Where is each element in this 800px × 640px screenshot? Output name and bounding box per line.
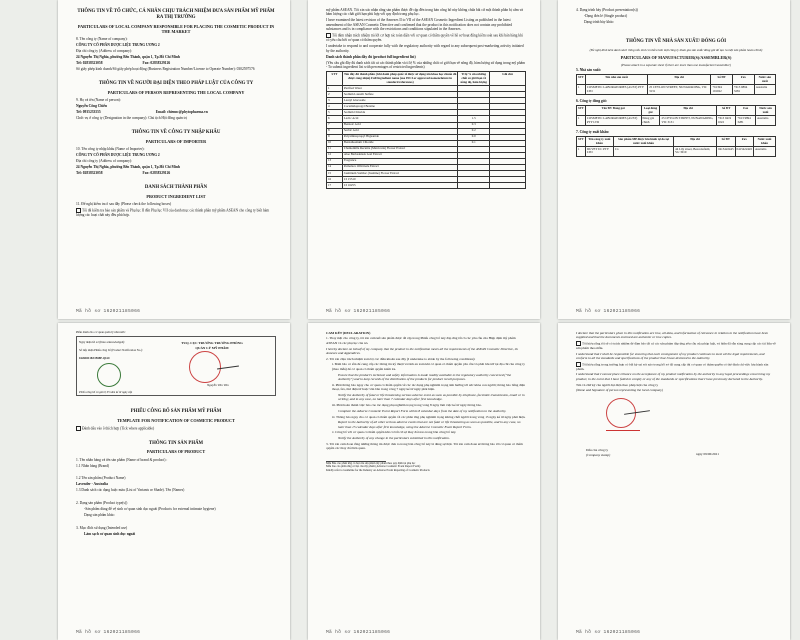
responsibility-statement-vi: Tôi hiểu rằng tôi sẽ có trách nhiệm để đảm bảo tất cả các sản phẩm đáp ứng yêu cầu của pháp luật, và hiện đã sẵn sàng cung cấp các tài liệu về sản phẩm theo mẫu. xyxy=(576,340,776,350)
responsible-company-title: THÔNG TIN VỀ TỔ CHỨC, CÁ NHÂN CHỊU TRÁCH NHIỆM ĐƯA SẢN PHẨM MỸ PHẨM RA THỊ TRƯỜNG xyxy=(77,9,275,20)
reliance-statement-vi: Tôi hiểu rằng trong trường hợp có bất kỳ sai sót nào trong hồ sơ đã cung cấp thì cơ quan có thẩm quyền có thể đình chỉ việc lưu hành sản phẩm. xyxy=(576,361,769,371)
cell: 1 xyxy=(577,116,586,126)
cell: 0415422445 xyxy=(717,146,735,156)
packer-label: 6. Công ty đóng gói: xyxy=(576,99,607,104)
signature-date: ngày 09/06/2021 xyxy=(696,452,719,457)
company-fax: Fax: 02838329126 xyxy=(142,60,171,65)
manufacturer-title-en: PARTICULARS OF MANUFACTURER(S)/ASSEMBLER(S) xyxy=(620,54,732,60)
ingredient-number: 2 xyxy=(327,92,343,98)
th-tel: Số ĐT xyxy=(716,106,736,116)
ingredient-number: 3 xyxy=(327,98,343,104)
th-tel: Số ĐT xyxy=(717,137,735,147)
condition-i-en: Ensure that the product's technical and safety information is made readily available to the regulatory authority concerned ("the Authority") and to keep records of the distribution of the products for product recall purposes. xyxy=(338,372,512,381)
col-ingredient-name: Tên đầy đủ thành phần (Ghi danh pháp quốc tế được sử dụng tên khoa học chuẩn đã được công nhận) Full Ingredient name (use INCI or approved nomenclature in standard references) xyxy=(343,72,457,84)
representative-title-en: PARTICULARS OF PERSON REPRESENTING THE LOCAL COMPANY xyxy=(107,89,245,95)
cell: COSMETIC LABORATORIES (AUST) PTY LTD xyxy=(585,116,641,126)
ingredient-name: Sodium Laureth Sulfate xyxy=(342,92,457,98)
document-page-3 xyxy=(558,0,790,319)
ingredient-percent: 0.2 xyxy=(458,128,490,134)
ingredient-number: 9 xyxy=(327,134,343,140)
representative-title: THÔNG TIN VỀ NGƯỜI ĐẠI DIỆN THEO PHÁP LUẬT CỦA CÔNG TY xyxy=(98,81,254,87)
document-page-6 xyxy=(558,323,790,640)
product-name-label: 1.2 Tên sản phẩm (Product Name) xyxy=(76,476,126,481)
intended-use-label: 3. Mục đích sử dụng (Intended use) xyxy=(76,525,128,530)
ingredient-name: Pomelaca Officinale Extract xyxy=(342,164,457,170)
presentation-label: 4. Dạng trình bày (Product presentation(s)) xyxy=(576,7,638,12)
cell: COSMETIC LABORATORIES (AUST) PTY LTD xyxy=(585,85,647,95)
product-type-label: 2. Dạng sản phẩm (Product type(s)) xyxy=(76,501,128,506)
other-product-type: Dạng sản phẩm khác: xyxy=(84,513,116,518)
exporter-label: 7. Công ty xuất khẩu: xyxy=(576,129,610,134)
footer-code: Mã hồ sơ 162021185066 xyxy=(326,309,391,315)
ingredient-percent: 0.1 xyxy=(458,140,490,146)
ingredient-number: 11 xyxy=(327,146,343,152)
th-stt: STT xyxy=(577,106,586,116)
th-pack-type: Loại đóng gói xyxy=(641,106,660,116)
declaration-title: CAM KẾT (DECLARATION) xyxy=(326,330,371,335)
manufacturer-label: 5. Nhà sản xuất: xyxy=(576,68,601,73)
cell: Australia xyxy=(754,146,776,156)
ingredient-name: Purified Water xyxy=(342,86,457,92)
cell: 44 Lily street, Beaconsfield, Vic 3019 xyxy=(674,146,717,156)
notification-number-label: Số tiếp nhận Phiếu công bố (Product Notification No.): xyxy=(79,348,143,353)
company-tel: Tel: 02838323058 xyxy=(76,60,103,65)
ingredient-number: 13 xyxy=(327,158,343,164)
company-name-label: 8. Tên công ty (Name of company): xyxy=(76,36,128,41)
condition-ii: ii. Phải thông báo ngay cho cơ quan có thẩm quyền về các tác dụng phụ nghiêm trọng ảnh hưởng tới sức khỏe con người; thông báo bằng điện thoại, fax, thư điện tử hoặc văn bản trong vòng 7 ngày kể từ ngày phát hiện. xyxy=(332,382,526,391)
exporter-table xyxy=(576,136,776,157)
ingredient-number: 12 xyxy=(327,152,343,158)
authority-stamp-box xyxy=(76,336,276,396)
ingredient-name: Lauryl Glucoside xyxy=(342,98,457,104)
company-address: 24 Nguyễn Thị Nghĩa, phường Bến Thành, quận 1, Tp.Hồ Chí Minh xyxy=(76,54,180,59)
importer-name-label: 10. Tên công ty nhập khẩu (Name of Importer): xyxy=(76,146,145,151)
ingredient-number: 14 xyxy=(327,164,343,170)
cell: DUVET UC PTY LTD xyxy=(585,146,613,156)
condition-ii-en: Notify the Authority of fatal or life threatening serious adverse event as soon as possible by telephone, facsimile transmission, email or in writing; and in any case, no later than 7 calendar days after first knowledge. xyxy=(338,392,525,401)
ingredient-number: 5 xyxy=(327,110,343,116)
th-exporter: Tên công ty xuất khẩu xyxy=(585,137,613,147)
cell: 1 xyxy=(577,146,586,156)
footer-code: Mã hồ sơ 162021185066 xyxy=(576,309,641,315)
cell: 1 xyxy=(577,85,586,95)
cell: +61394 191022 xyxy=(711,85,732,95)
th-free-sale: Sản phẩm MP được lưu hành tự do tại nước xuất khẩu xyxy=(613,137,673,147)
manufacturer-title: THÔNG TIN VỀ NHÀ SẢN XUẤT/ ĐÓNG GÓI xyxy=(625,38,727,44)
presentation-value: -Dạng đơn lẻ (Single product) xyxy=(584,13,628,18)
notification-title-en: TEMPLATE FOR NOTIFICATION OF COSMETIC PRODUCT xyxy=(117,418,235,424)
packer-table xyxy=(576,105,776,126)
product-particulars-title-en: PARTICULARS OF PRODUCT xyxy=(146,449,206,455)
ingredient-table-title: Danh sách thành phần đầy đủ (product full ingredient list) xyxy=(326,54,416,59)
cell: +613 9894 3281 xyxy=(732,85,754,95)
ingredient-list-title-en: PRODUCT INGREDIENT LIST xyxy=(146,194,206,200)
ingredient-table xyxy=(326,71,526,189)
signature-label: Tên và chữ ký của người đại diện theo pháp luật của công ty xyxy=(576,382,659,387)
th-country: Nước sản xuất xyxy=(754,75,775,85)
ingredient-name: Fragrance xyxy=(342,158,457,164)
product-type-value: -Sản phẩm dùng để vệ sinh cơ quan sinh dục ngoài (Products for external intimate hygiene) xyxy=(84,507,216,512)
company-address-label: Địa chỉ công ty (Address of company): xyxy=(76,48,133,53)
footer-code: Mã hồ sơ 162021185066 xyxy=(576,630,641,636)
cell: 25 CEYLON STREET, NUNAWADING, VIC 3131 xyxy=(648,85,711,95)
cell: 0415422445 xyxy=(735,146,753,156)
ingredient-percent: 0.3 xyxy=(458,122,490,128)
document-page-2 xyxy=(308,0,540,319)
cell: Có xyxy=(613,146,673,156)
ingredient-name: Jasminum Sambac (Jasmine) Flower Extract xyxy=(342,170,457,176)
responsible-company-title-en: PARTICULARS OF LOCAL COMPANY RESPONSIBLE FOR PLACING THE COSMETIC PRODUCT IN THE MARKET xyxy=(77,23,275,34)
annex-statement-en: I have examined the latest revision of the Annexes II to VII of the ASEAN Cosmetic Ingredient Listing as published in the latest amendment of the ASEAN Cosmetic Directive and confirmed that the product in this notification does not contain any prohibited substances and is in compliance with the restrictions and conditions stipulated in the Annexes. xyxy=(326,18,513,32)
footer-code: Mã hồ sơ 162021185066 xyxy=(76,630,141,636)
document-page-5 xyxy=(308,323,540,640)
reliance-statement-en: I understand that I cannot place reliance on the acceptance of my product notification by the authority in any legal proceedings concerning my product, in the event that I have failed to comply or any of the standards or specifications that I have previously declared to the Authority. xyxy=(576,372,771,381)
brand-product-label: 1. Tên nhãn hàng và tên sản phẩm (Name of brand & product) : xyxy=(76,457,168,462)
validity-note: Phiếu công bố có giá trị 05 năm kể từ ngày cấp xyxy=(79,390,133,394)
manufacturer-note-en: (Please attach in a separate sheet if there are more than one manufacturer/assembler) xyxy=(621,62,731,67)
document-page-4 xyxy=(58,323,290,640)
ingredient-percent: 0.0 xyxy=(458,134,490,140)
cell: +613 9894 3281 xyxy=(736,116,756,126)
ingredient-number: 4 xyxy=(327,104,343,110)
received-stamp-icon xyxy=(97,363,121,387)
checkbox-icon xyxy=(76,426,81,431)
ingredient-name: Benzoic Acid xyxy=(342,122,457,128)
declaration-1-en: I hereby declare on behalf of my company that the product in the notification meets all the requirements of the ASEAN Cosmetic Directive, its Annexes and Appendices. xyxy=(326,346,518,355)
condition-i: i. Đảm bảo có sẵn để cung cấp các thông tin kỹ thuật và tính an toàn khi cơ quan có thẩm quyền yêu cầu và phải lưu trữ tại địa chỉ của công ty (theo mẫu) để cơ quan có thẩm quyền kiểm tra. xyxy=(332,362,525,371)
condition-iii-en: Complete the Adverse Cosmetic Event Report Form within 8 calendar days from the date of my notification to the Authority. xyxy=(338,408,507,413)
ingredient-number: 16 xyxy=(327,176,343,182)
table-row xyxy=(327,183,526,189)
condition-iv: iv. Thông báo ngay cho cơ quan có thẩm quyền về các phản ứng phụ nghiêm trọng không chết người trong vòng 15 ngày kể từ ngày phát hiện. xyxy=(332,414,526,419)
person-name-label: 9. Họ và tên (Name of person): xyxy=(76,97,121,102)
ingredient-name: Aloe Barbadensis Leaf Extract xyxy=(342,152,457,158)
importer-title-en: PARTICULARS OF IMPORTER xyxy=(145,138,207,144)
official-seal-icon xyxy=(189,351,221,383)
cell: 25 CEYLON STREET, NUNAWADING, VIC 3131 xyxy=(660,116,716,126)
authority-caption: Phần dành cho cơ quan quản lý nhà nước xyxy=(76,329,126,334)
th-tel: Số ĐT xyxy=(711,75,732,85)
ingredient-table-note: (Yêu cầu ghi đầy đủ danh sách tất cả các thành phần và tỉ lệ % của những chất có giới hạn về nồng độ, hàm lượng sử dụng trong mỹ phẩm - To submit ingredient list with percentages of restricted ingredients) xyxy=(326,60,526,70)
th-manufacturer: Tên nhà sản xuất xyxy=(585,75,647,85)
variants-label: 1.3 Danh sách các dạng hoặc màu (List of Variants or Shade). Tên (Names) xyxy=(76,488,185,493)
authority-org: TUQ. CỤC TRƯỞNG TRƯỞNG PHÒNG QUẢN LÝ MỸ PHẨM xyxy=(181,341,243,350)
person-position: Chức vụ ở công ty (Designation in the company): Chủ tịch Hội đồng quản trị xyxy=(76,116,187,121)
ingredient-name: Chamomilla Recutita (Matricaria) Flower Extract xyxy=(342,146,457,152)
ingredient-name: CI 16255 xyxy=(342,183,457,189)
cell: Australia xyxy=(754,85,775,95)
received-date-label: Ngày nhận hồ sơ (Date acknowledged): xyxy=(79,340,125,345)
ingredient-number: 7 xyxy=(327,122,343,128)
footnote-1: Mẫu Báo cáo phản ứng có hại của sản phẩm mỹ phẩm theo quy định tại phụ lục xyxy=(326,461,416,465)
importer-fax: Fax: 02838329126 xyxy=(142,171,171,176)
th-packer: Tên ĐV Đóng gói xyxy=(585,106,641,116)
ingredient-percent: 1.5 xyxy=(458,116,490,122)
declaration-1: 1. Thay mặt cho công ty, tôi xin cam kết sản phẩm được đề cập trong Phiếu công bố này đáp ứng tất cả các yêu cầu của Hiệp định mỹ phẩm ASEAN và các phụ lục của nó. xyxy=(326,336,516,345)
company-name: CÔNG TY CỔ PHẦN DƯỢC LIỆU TRUNG ƯƠNG 2 xyxy=(76,42,160,47)
intended-use-value: Làm sạch cơ quan sinh dục ngoài xyxy=(84,531,136,536)
ingredient-number: 10 xyxy=(327,140,343,146)
cooperate-statement-vi: Tôi đảm nhận trách nhiệm trả lời cơ hợp tác toàn diện với cơ quan có thẩm quyền về hồ sơ hoạt động kiểm soát sau khi bán hàng khi có yêu cầu bởi cơ quan có thẩm quyền. xyxy=(326,33,523,43)
cell: +613 9419 1022 xyxy=(716,116,736,126)
check-boxes-instruction: 11. Để nghị kiểm tra ô sau đây (Please check the following boxes) xyxy=(76,202,172,207)
business-license: Số giấy phép kinh doanh/Số giấy phép hoạt động (Business Registration Number/License to Operate Number): 0302597576 xyxy=(76,66,255,71)
ingredient-number: 1 xyxy=(327,86,343,92)
company-stamp-label-en: (Company stamp) xyxy=(586,453,611,458)
footnote-3: Kindly refer to Guideline for the Industry on Adverse Event Reporting of Cosmetic Products xyxy=(326,468,430,472)
ingredient-number: 6 xyxy=(327,116,343,122)
truth-statement-en: I declare that the particulars given in this notification are true, all data, and information of relevance in relation to the notification have been supplied and that the documents enclosed are authentic or true copies. xyxy=(576,330,769,339)
ingredient-number: 15 xyxy=(327,170,343,176)
ingredient-name: Benzalkonium Chloride xyxy=(342,140,457,146)
ingredient-percent xyxy=(458,183,490,189)
importer-title: THÔNG TIN VỀ CÔNG TY NHẬP KHẨU xyxy=(131,130,221,136)
importer-tel: Tel: 02838323058 xyxy=(76,171,103,176)
manufacturer-note: (Đề nghị đính kèm danh sách riêng nếu như có nhiều hơn một công ty tham gia sản xuất/ đóng gói để tạo ra một sản phẩm hoàn chỉnh) xyxy=(589,47,763,52)
th-fax: Fax xyxy=(736,106,756,116)
other-presentation: Dạng trình bày khác: xyxy=(584,19,615,24)
notification-number: 162602118/CBMP-QLD xyxy=(79,356,110,361)
tick-instruction: Đánh dấu vào ô thích hợp (Tick where applicable) xyxy=(82,426,155,431)
ingredient-name: Cocamidopropyl Betaine xyxy=(342,104,457,110)
th-address: Địa chỉ xyxy=(674,137,717,147)
condition-v: v. Công bố với cơ quan có thẩm quyền khi có bất cứ sự thay đổi nào trong bản công bố này. xyxy=(332,430,457,435)
seal-underline xyxy=(606,430,640,431)
ingredient-name: Polyaminopropyl Biguanide xyxy=(342,134,457,140)
col-stt: STT xyxy=(327,72,343,86)
ingredient-note xyxy=(490,183,526,189)
th-fax: Fax xyxy=(735,137,753,147)
person-email: Email: chiennc@phytopharma.vn xyxy=(155,109,208,114)
condition-v-en: Notify the Authority of any change in the particulars submitted in this notification. xyxy=(338,436,450,441)
document-page-1 xyxy=(58,0,290,319)
authority-signer: Nguyễn Văn Vân xyxy=(207,383,229,388)
ingredient-number: 17 xyxy=(327,183,343,189)
cell: Đóng gói chính xyxy=(641,116,660,126)
manufacturer-table xyxy=(576,74,776,95)
condition-iii: iii. Phải hoàn thành việc báo cáo tác dụng phụ nghiêm trọng trong vòng 8 ngày làm việc kể từ ngày thông báo. xyxy=(332,402,482,407)
declaration-2: 2. Tôi xin chịu trách nhiệm toàn bộ các điều khoản sau đây (I undertake to abide by the following conditions): xyxy=(326,356,476,361)
signature-label-en: (Name and Signature of person representing the local company) xyxy=(576,388,664,393)
footer-code: Mã hồ sơ 162021185066 xyxy=(76,309,141,315)
condition-iv-en: Report to the Authority of all other serious adverse events that are not fatal or life threatening as soon as possible, and in any case, no later than 15 calendar days after first knowledge, using the Adverse Cosmetic Event Report Form. xyxy=(338,420,521,429)
th-address: Địa chỉ xyxy=(660,106,716,116)
ingredient-number: 8 xyxy=(327,128,343,134)
cell: Australia xyxy=(755,116,775,126)
ingredient-name: CI 15510 xyxy=(342,176,457,182)
ingredient-list-title: DANH SÁCH THÀNH PHẦN xyxy=(144,185,208,191)
declaration-3: 3. Tôi xin cam đoan rằng những thông tin được đưa ra trong bản công bố này là đúng sự thật. Tôi xin cam đoan sẽ thông báo tới cơ quan có thẩm quyền các thay đổi liên quan. xyxy=(326,442,523,451)
th-stt: STT xyxy=(577,75,586,85)
company-stamp-label: Dấu của công ty xyxy=(586,448,609,453)
importer-address: 24 Nguyễn Thị Nghĩa, phường Bến Thành, quận 1, Tp.Hồ Chí Minh xyxy=(76,165,180,170)
responsibility-statement-en: I understand that I shall be responsible for ensuring that each consignment of my product continues to meet all the legal requirements, and conform to all the standards and specifications of the product that I have declared to the Authority. xyxy=(576,351,765,360)
importer-name: CÔNG TY CỔ PHẦN DƯỢC LIỆU TRUNG ƯƠNG 2 xyxy=(76,152,160,157)
product-name: Lavender - Australia xyxy=(76,482,108,487)
person-name: Nguyễn Công Chiến xyxy=(76,103,107,108)
check-statement: Tôi đã kiểm tra bảo sản phẩm và Phụ lục II đến Phụ lục VII của danh mục các thành phần mỹ phẩm ASEAN cho công ty biết hàm lượng các hoạt chất này đều phù hợp. xyxy=(76,208,270,218)
th-fax: Fax xyxy=(732,75,754,85)
th-stt: STT xyxy=(577,137,586,147)
ingredient-name: Lactic Acid xyxy=(342,116,457,122)
col-note: Ghi chú xyxy=(490,72,526,86)
annex-statement-vi: mỹ phẩm ASEAN. Tôi xin xác nhận rằng sản phẩm được đề cập đến trong bản công bố này không chứa bất cứ một thành phần bị cấm và hàm lượng các chất giới hạn phù hợp với quy định trong phụ lục. xyxy=(326,7,523,17)
ingredient-name: Sodium Chloride xyxy=(342,110,457,116)
th-address: Địa chỉ xyxy=(648,75,711,85)
brand-label: 1.1 Nhãn hàng (Brand) xyxy=(76,463,110,468)
col-percent: Tỉ lệ % của những chất có giới hạn về nồng độ, hàm lượng xyxy=(458,72,490,86)
footer-code: Mã hồ sơ 162021185066 xyxy=(326,630,391,636)
person-tel: Tel: 0935233555 xyxy=(76,109,101,114)
importer-address-label: Địa chỉ công ty (Address of company): xyxy=(76,159,133,164)
cooperate-statement-en: I undertake to respond to and cooperate fully with the regulatory authority with regard to any subsequent post-marketing activity initiated by the authority. xyxy=(326,44,524,53)
product-particulars-title: THÔNG TIN SẢN PHẨM xyxy=(148,440,204,446)
th-export-country: Nước xuất khẩu xyxy=(754,137,776,147)
footnote-2: Mẫu báo cáo phản ứng có hại của mỹ phẩm (Adverse Cosmetic Event Report Form) xyxy=(326,465,421,469)
notification-title: PHIẾU CÔNG BỐ SẢN PHẨM MỸ PHẨM xyxy=(130,409,222,415)
ingredient-name: Sorbic Acid xyxy=(342,128,457,134)
th-country: Nước sản xuất xyxy=(755,106,775,116)
